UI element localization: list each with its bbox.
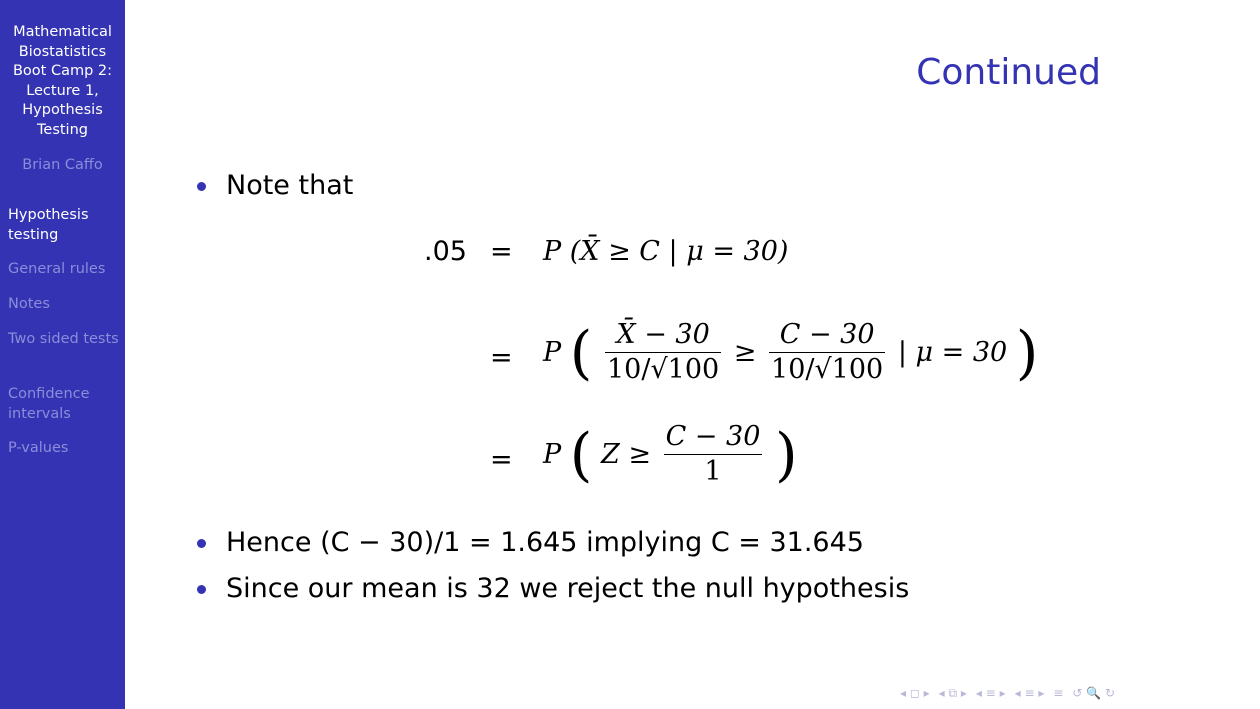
sidebar-item-p-values[interactable]: P-values xyxy=(8,440,69,456)
author-name: Brian Caffo xyxy=(22,157,103,173)
eq1-rhs: P (X̄ ≥ C | μ = 30) xyxy=(543,236,789,267)
nav-section-icon[interactable]: ◂ ≡ ▸ xyxy=(975,686,1006,700)
eq2-condition: | μ = 30 xyxy=(897,337,1008,368)
nav-frame-icon[interactable]: ◂ ⧉ ▸ xyxy=(938,685,967,700)
left-paren: ( xyxy=(569,420,593,489)
eq3-lead: Z ≥ xyxy=(601,439,651,470)
nav-subsection-icon[interactable]: ◂ ≡ ▸ xyxy=(1014,686,1045,700)
bullet-text: Hence (C − 30)/1 = 1.645 implying C = 31.645 xyxy=(226,527,864,558)
eq3-P: P xyxy=(543,439,562,470)
fraction-2 xyxy=(769,318,885,387)
fraction-1-denominator: 10/√100 xyxy=(607,354,720,385)
sidebar-item-two-sided-tests[interactable]: Two sided tests xyxy=(8,331,119,347)
eq2-relation: = xyxy=(490,342,513,373)
equation-line-3 xyxy=(543,420,798,489)
slide-title: Continued xyxy=(916,52,1101,93)
bullet-text: Since our mean is 32 we reject the null hypothesis xyxy=(226,573,910,604)
sidebar xyxy=(0,0,125,709)
fraction-3-denominator: 1 xyxy=(664,454,763,489)
eq3-relation: = xyxy=(490,444,513,475)
bullet-icon xyxy=(197,585,206,594)
fraction-2-denominator: 10/√100 xyxy=(771,354,884,385)
fraction-1-numerator: X̄ − 30 xyxy=(616,319,710,350)
sidebar-item-hypothesis-testing[interactable]: Hypothesis testing xyxy=(8,207,89,243)
sidebar-item-general-rules[interactable]: General rules xyxy=(8,261,106,277)
presentation-title: Mathematical Biostatistics Boot Camp 2: Lecture 1, Hypothesis Testing xyxy=(12,24,113,138)
bullet-icon xyxy=(197,182,206,191)
right-paren: ) xyxy=(774,420,798,489)
fraction-2-numerator: C − 30 xyxy=(779,319,875,350)
sidebar-item-notes[interactable]: Notes xyxy=(8,296,50,312)
fraction-3-numerator: C − 30 xyxy=(665,421,761,452)
right-paren: ) xyxy=(1015,318,1039,387)
fraction-1 xyxy=(605,318,721,387)
equation-line-2 xyxy=(543,318,1038,387)
sidebar-item-confidence-intervals[interactable]: Confidence intervals xyxy=(8,386,90,422)
eq1-lhs: .05 xyxy=(424,236,467,267)
nav-slide-icon[interactable]: ◂ ◻ ▸ xyxy=(900,686,930,700)
bullet-text: Note that xyxy=(226,170,354,201)
equation-line-1 xyxy=(424,236,467,267)
eq2-P: P xyxy=(543,337,562,368)
fraction-3 xyxy=(664,420,763,489)
eq1-relation: = xyxy=(490,236,513,267)
beamer-navigation-bar xyxy=(900,683,1250,703)
nav-align-icon[interactable]: ≡ xyxy=(1053,686,1064,700)
nav-search-icon[interactable]: ↺ 🔍 ↻ xyxy=(1072,686,1116,700)
left-paren: ( xyxy=(569,318,593,387)
eq2-geq: ≥ xyxy=(733,337,757,368)
bullet-icon xyxy=(197,539,206,548)
